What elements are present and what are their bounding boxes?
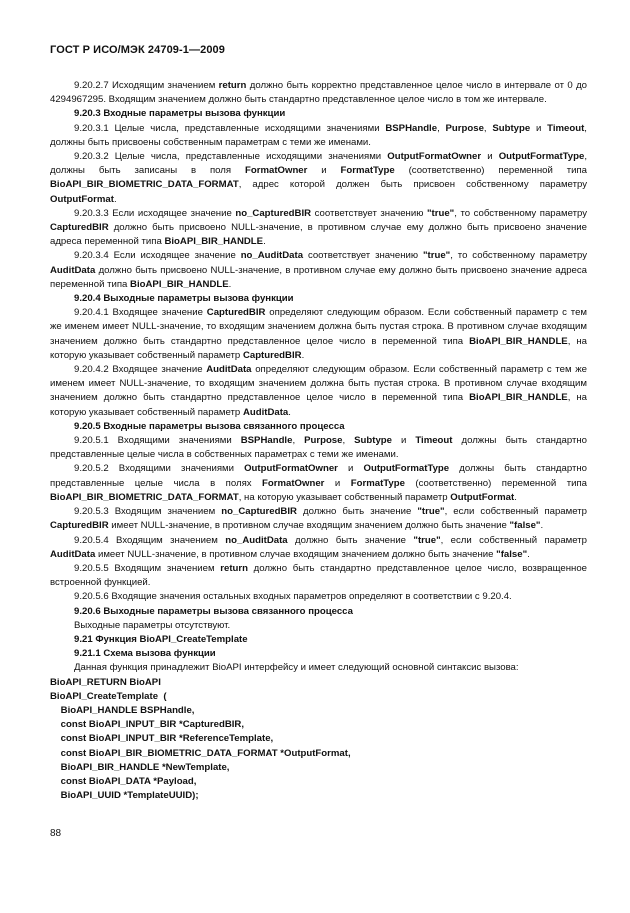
code-line: const BioAPI_INPUT_BIR *CapturedBIR,: [50, 719, 245, 731]
paragraph: 9.20.3.1 Целые числа, представленные исходящими значениями BSPHandle, Purpose, Subtype и Timeout, должны быть присвоены собственным параметрам с теми же именами.: [50, 122, 587, 148]
paragraph: Данная функция принадлежит BioAPI интерфейсу и имеет следующий основной синтаксис вызова:: [74, 662, 519, 674]
paragraph: 9.20.5.4 Входящим значением no_AuditData должно быть значение "true", если собственный параметр AuditData имеет NULL-значение, в противном случае входящим значением должно быть значение "false".: [50, 534, 588, 560]
paragraph: 9.20.5.5 Входящим значением return должно быть стандартно представленное целое число, возвращенное встроенной функцией.: [50, 562, 587, 589]
paragraph: 9.20.3.3 Если исходящее значение no_CapturedBIR соответствует значению "true", то собственному параметру CapturedBIR должно быть присвоено NULL-значение, в противном случае ему должно быть присвоено значение адреса переменной типа BioAPI_BIR_HANDLE.: [50, 207, 588, 248]
paragraph: 9.20.4.1 Входящее значение CapturedBIR определяют следующим образом. Если собственный параметр с тем же именем имеет NULL-значение, то входящим значением должна быть пустая строка. В противном случае входящим значением должно быть стандартно представленное целое число в переменной типа BioAPI_BIR_HANDLE, на которую указывает собственный параметр CapturedBIR.: [50, 307, 588, 361]
paragraph: 9.20.5.6 Входящие значения остальных входных параметров определяют в соответствии с 9.20.4.: [74, 591, 512, 603]
section-heading: 9.20.4 Выходные параметры вызова функции: [74, 293, 294, 305]
section-heading: 9.21 Функция BioAPI_CreateTemplate: [74, 633, 248, 645]
code-line: const BioAPI_DATA *Payload,: [50, 775, 197, 787]
paragraph: 9.20.2.7 Исходящим значением return должно быть корректно представленное целое число в интервале от 0 до 4294967295. Входящим значением должно быть стандартно представленное целое число в том же интервале.: [50, 80, 588, 106]
code-line: BioAPI_BIR_HANDLE *NewTemplate,: [50, 761, 230, 773]
section-heading: 9.20.3 Входные параметры вызова функции: [74, 108, 286, 120]
code-line: BioAPI_HANDLE BSPHandle,: [50, 704, 195, 716]
code-line: BioAPI_CreateTemplate (: [50, 690, 167, 702]
section-heading: 9.21.1 Схема вызова функции: [74, 648, 216, 660]
code-line: BioAPI_UUID *TemplateUUID);: [50, 790, 199, 802]
document-body: [50, 79, 587, 803]
paragraph: 9.20.5.3 Входящим значением no_CapturedBIR должно быть значение "true", если собственный параметр CapturedBIR имеет NULL-значение, в противном случае входящим значением должно быть значение "false".: [50, 506, 587, 532]
paragraph: 9.20.3.4 Если исходящее значение no_AuditData соответствует значению "true", то собственному параметру AuditData должно быть присвоено NULL-значение, в противном случае ему должно быть присвоено значение адреса переменной типа BioAPI_BIR_HANDLE.: [50, 250, 588, 290]
paragraph: Выходные параметры отсутствуют.: [74, 619, 231, 631]
paragraph: 9.20.4.2 Входящее значение AuditData определяют следующим образом. Если собственный параметр с тем же именем имеет NULL-значение, то входящим значением должна быть пустая строка. В противном случае входящим значением должно быть стандартно представленное целое число в переменной типа BioAPI_BIR_HANDLE, на которую указывает собственный параметр AuditData.: [50, 364, 588, 418]
page-number: 88: [50, 828, 62, 839]
paragraph: 9.20.3.2 Целые числа, представленные исходящими значениями OutputFormatOwner и OutputFormatType, должны быть записаны в поля FormatOwner и FormatType (соответственно) переменной типа BioAPI_BIR_BIOMETRIC_DATA_FORMAT, адрес которой должен быть присвоен собственному параметру OutputFormat.: [50, 151, 587, 205]
section-heading: 9.20.5 Входные параметры вызова связанного процесса: [74, 420, 345, 432]
document-header: ГОСТ Р ИСО/МЭК 24709-1—2009: [50, 44, 225, 56]
code-line: const BioAPI_BIR_BIOMETRIC_DATA_FORMAT *OutputFormat,: [50, 747, 351, 759]
section-heading: 9.20.6 Выходные параметры вызова связанного процесса: [74, 605, 353, 617]
paragraph: 9.20.5.2 Входящими значениями OutputFormatOwner и OutputFormatType должны быть стандартно представленные целые числа в полях FormatOwner и FormatType (соответственно) переменной типа BioAPI_BIR_BIOMETRIC_DATA_FORMAT, на которую указывает собственный параметр OutputFormat.: [50, 463, 587, 503]
code-line: const BioAPI_INPUT_BIR *ReferenceTemplate,: [50, 733, 274, 745]
code-line: BioAPI_RETURN BioAPI: [50, 676, 161, 688]
paragraph: 9.20.5.1 Входящими значениями BSPHandle, Purpose, Subtype и Timeout должны быть стандартно представленные целые числа в собственных параметрах с теми же именами.: [50, 435, 587, 461]
